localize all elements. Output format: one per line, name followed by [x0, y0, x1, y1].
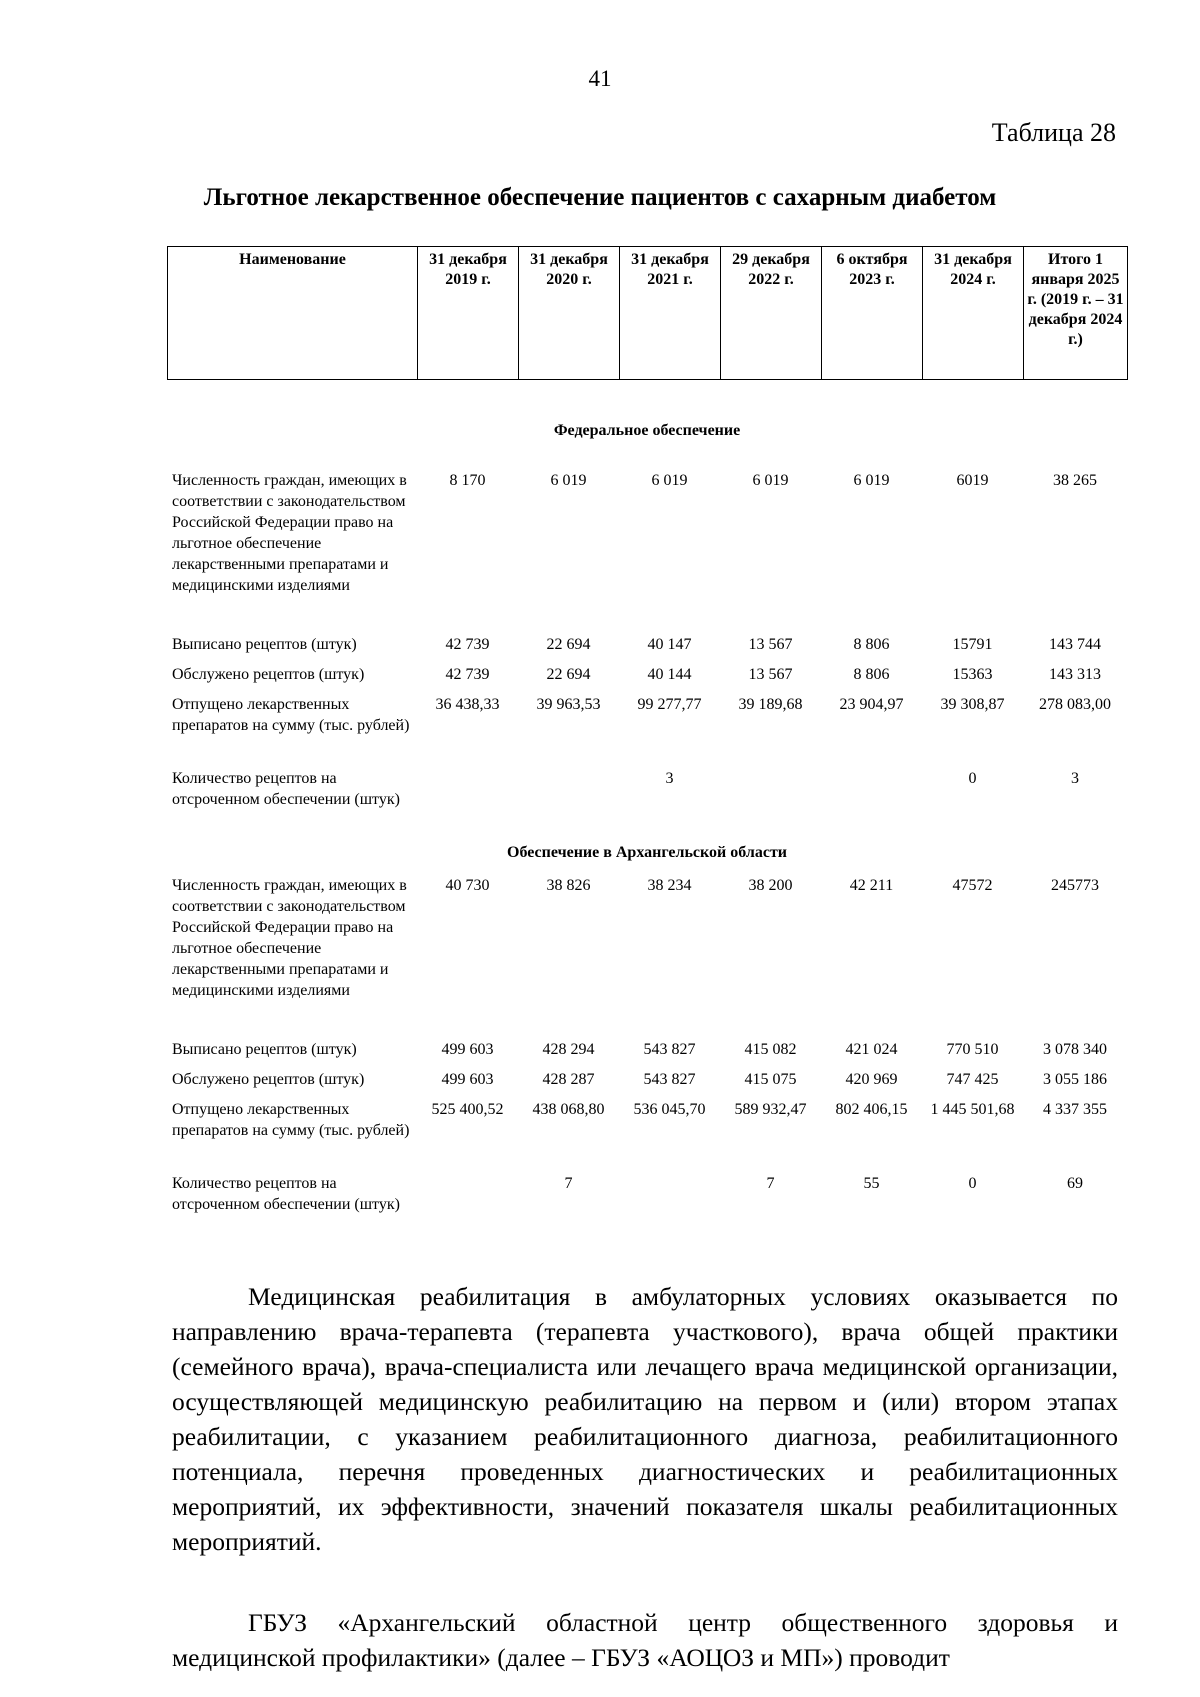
cell-value: 36 438,33: [435, 696, 500, 713]
cell-value: 8 806: [853, 666, 890, 683]
cell-value: 3 078 340: [1043, 1041, 1108, 1058]
header-col-2023: 6 октября 2023 г.: [822, 247, 923, 380]
table-row: [167, 694, 1127, 768]
cell-value: 39 189,68: [738, 696, 803, 713]
cell-value: 6019: [956, 472, 989, 489]
cell-value: 13 567: [748, 636, 793, 653]
cell-value: 525 400,52: [431, 1101, 504, 1118]
section-title-federal: Федеральное обеспечение: [553, 422, 741, 439]
table-title: Льготное лекарственное обеспечение пациентов с сахарным диабетом: [203, 184, 997, 211]
cell-value: 499 603: [441, 1041, 494, 1058]
cell-value: 499 603: [441, 1071, 494, 1088]
row-label: Выписано рецептов (штук): [172, 1041, 357, 1058]
cell-value: 589 932,47: [734, 1101, 807, 1118]
cell-value: 42 739: [445, 636, 490, 653]
cell-value: 428 287: [542, 1071, 595, 1088]
cell-value: [417, 768, 518, 840]
cell-value: 278 083,00: [1039, 696, 1112, 713]
cell-value: 38 826: [546, 877, 591, 894]
cell-value: 0: [968, 1175, 977, 1192]
row-label: Количество рецептов на отсроченном обеспечении (штук): [172, 770, 400, 808]
table-row: [167, 1039, 1127, 1069]
table-body: [167, 404, 1127, 1245]
table-row: [167, 634, 1127, 664]
cell-value: 421 024: [845, 1041, 898, 1058]
table-row: [167, 875, 1127, 1039]
cell-value: 39 308,87: [940, 696, 1005, 713]
row-label: Отпущено лекарственных препаратов на сумму (тыс. рублей): [172, 696, 410, 734]
section-row: [167, 404, 1127, 470]
header-col-2020: 31 декабря 2020 г.: [519, 247, 620, 380]
cell-value: 543 827: [643, 1041, 696, 1058]
row-label: Количество рецептов на отсроченном обеспечении (штук): [172, 1175, 400, 1213]
cell-value: 40 730: [445, 877, 490, 894]
cell-value: 536 045,70: [633, 1101, 706, 1118]
row-label: Численность граждан, имеющих в соответствии с законодательством Российской Федерации право на льготное обеспечение лекарственными препаратами и медицинскими изделиями: [172, 472, 407, 594]
section-row: [167, 840, 1127, 875]
paragraph-gbuz: ГБУЗ «Архангельский областной центр общественного здоровья и медицинской профилактики» (далее – ГБУЗ «АОЦОЗ и МП») проводит: [172, 1607, 1118, 1672]
cell-value: 47572: [952, 877, 993, 894]
cell-value: 22 694: [546, 666, 591, 683]
cell-value: 770 510: [946, 1041, 999, 1058]
cell-value: 40 147: [647, 636, 692, 653]
cell-value: 8 806: [853, 636, 890, 653]
cell-value: 42 739: [445, 666, 490, 683]
cell-value: 38 234: [647, 877, 692, 894]
cell-value: 15363: [952, 666, 993, 683]
cell-value: [518, 768, 619, 840]
cell-value: 6 019: [550, 472, 587, 489]
cell-value: 55: [863, 1175, 880, 1192]
cell-value: 3 055 186: [1043, 1071, 1108, 1088]
header-col-2022: 29 декабря 2022 г.: [721, 247, 822, 380]
cell-value: 543 827: [643, 1071, 696, 1088]
table-row: [167, 1099, 1127, 1173]
cell-value: 415 075: [744, 1071, 797, 1088]
table-row: [167, 664, 1127, 694]
cell-value: 747 425: [946, 1071, 999, 1088]
header-name: Наименование: [168, 247, 418, 380]
row-label: Отпущено лекарственных препаратов на сумму (тыс. рублей): [172, 1101, 410, 1139]
cell-value: 1 445 501,68: [930, 1101, 1015, 1118]
cell-value: [417, 1173, 518, 1245]
cell-value: 420 969: [845, 1071, 898, 1088]
cell-value: 13 567: [748, 666, 793, 683]
cell-value: 40 144: [647, 666, 692, 683]
header-col-2024: 31 декабря 2024 г.: [923, 247, 1024, 380]
cell-value: 42 211: [849, 877, 894, 894]
cell-value: 7: [564, 1175, 573, 1192]
cell-value: 7: [766, 1175, 775, 1192]
cell-value: 143 744: [1049, 636, 1102, 653]
cell-value: 3: [665, 770, 674, 787]
row-label: Численность граждан, имеющих в соответствии с законодательством Российской Федерации право на льготное обеспечение лекарственными препаратами и медицинскими изделиями: [172, 877, 407, 999]
table-row: [167, 768, 1127, 840]
cell-value: 3: [1071, 770, 1080, 787]
row-label: Обслужено рецептов (штук): [172, 666, 365, 683]
table-label: Таблица 28: [991, 118, 1116, 147]
table-header: [167, 246, 1128, 380]
cell-value: [619, 1173, 720, 1245]
cell-value: 22 694: [546, 636, 591, 653]
row-label: Обслужено рецептов (штук): [172, 1071, 365, 1088]
cell-value: 69: [1067, 1175, 1084, 1192]
cell-value: [821, 768, 922, 840]
cell-value: 428 294: [542, 1041, 595, 1058]
header-col-2019: 31 декабря 2019 г.: [418, 247, 519, 380]
row-label: Выписано рецептов (штук): [172, 636, 357, 653]
header-col-total: Итого 1 января 2025 г. (2019 г. – 31 декабря 2024 г.): [1024, 247, 1128, 380]
cell-value: 99 277,77: [637, 696, 702, 713]
cell-value: 38 200: [748, 877, 793, 894]
cell-value: 4 337 355: [1043, 1101, 1108, 1118]
cell-value: 438 068,80: [532, 1101, 605, 1118]
header-col-2021: 31 декабря 2021 г.: [620, 247, 721, 380]
cell-value: 8 170: [449, 472, 486, 489]
cell-value: 15791: [952, 636, 993, 653]
paragraph-rehabilitation: Медицинская реабилитация в амбулаторных условиях оказывается по направлению врача-терапевта (терапевта участкового), врача общей практики (семейного врача), врача-специалиста или лечащего врача медицинской организации, осуществляющей медицинскую реабилитацию на первом и (или) втором этапах реабилитации, с указанием реабилитационного диагноза, реабилитационного потенциала, перечня проведенных диагностических и реабилитационных мероприятий, их эффективности, значений показателя шкалы реабилитационных мероприятий.: [172, 1281, 1118, 1556]
cell-value: 6 019: [853, 472, 890, 489]
table-row: [167, 1069, 1127, 1099]
cell-value: 6 019: [651, 472, 688, 489]
cell-value: 39 963,53: [536, 696, 601, 713]
table-row: [167, 1173, 1127, 1245]
cell-value: 6 019: [752, 472, 789, 489]
page-number: 41: [588, 66, 612, 91]
cell-value: [720, 768, 821, 840]
cell-value: 0: [968, 770, 977, 787]
cell-value: 245773: [1051, 877, 1100, 894]
cell-value: 23 904,97: [839, 696, 904, 713]
cell-value: 38 265: [1053, 472, 1098, 489]
section-title-regional: Обеспечение в Архангельской области: [507, 844, 788, 861]
cell-value: 415 082: [744, 1041, 797, 1058]
table-row: [167, 470, 1127, 634]
cell-value: 802 406,15: [835, 1101, 908, 1118]
cell-value: 143 313: [1049, 666, 1102, 683]
